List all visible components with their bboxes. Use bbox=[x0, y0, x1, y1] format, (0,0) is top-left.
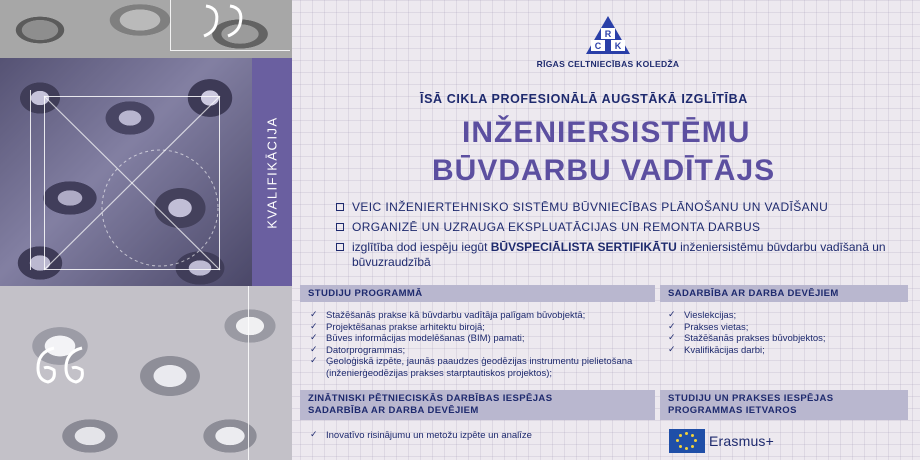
mobility-heading-line2: PROGRAMMAS IETVAROS bbox=[668, 405, 797, 416]
study-program-list bbox=[310, 310, 655, 380]
list-item: ✓ Vieslekcijas; bbox=[668, 310, 908, 322]
key-point bbox=[336, 240, 896, 270]
diagonal-lines bbox=[0, 58, 252, 286]
qualification-title-line2: BŪVDARBU VADĪTĀJS bbox=[432, 154, 776, 187]
erasmus-label: Erasmus+ bbox=[709, 433, 775, 449]
certificate-prefix: izglītība dod iespēju iegūt bbox=[352, 240, 491, 254]
list-item: ✓ Inovatīvo risinājumu un metožu izpēte un analīze bbox=[310, 430, 655, 442]
key-points-list bbox=[336, 200, 896, 275]
college-name: RĪGAS CELTNIECĪBAS KOLEDŽA bbox=[536, 59, 680, 69]
mobility-heading-line1: STUDIJU UN PRAKSES IESPĒJAS bbox=[668, 393, 834, 404]
key-point-text bbox=[352, 240, 896, 270]
research-heading bbox=[300, 390, 655, 420]
qualification-band bbox=[252, 58, 292, 286]
checkbox-square-icon bbox=[336, 223, 344, 231]
research-heading-line1: ZINĀTNISKI PĒTNIECISKĀS DARBĪBAS IESPĒJAS bbox=[308, 393, 553, 404]
frame-line-top bbox=[170, 50, 290, 51]
list-item: ✓ Būves informācijas modelēšanas (BIM) pamati; bbox=[310, 333, 655, 345]
employers-list bbox=[668, 310, 908, 356]
research-list bbox=[310, 430, 655, 442]
key-point bbox=[336, 200, 896, 215]
employers-heading-text: SADARBĪBA AR DARBA DEVĒJIEM bbox=[668, 288, 839, 299]
study-program-heading bbox=[300, 285, 655, 302]
employers-heading bbox=[660, 285, 908, 302]
list-item: ✓ Prakses vietas; bbox=[668, 322, 908, 334]
qualification-label: KVALIFIKĀCIJA bbox=[264, 115, 280, 229]
photo-collage bbox=[0, 0, 292, 460]
checkbox-square-icon bbox=[336, 243, 344, 251]
eu-flag-icon bbox=[669, 429, 705, 453]
study-program-heading-text: STUDIJU PROGRAMMĀ bbox=[308, 288, 423, 299]
logo-letter-r: R bbox=[604, 29, 612, 39]
list-item: ✓ Projektēšanas prakse arhitektu birojā; bbox=[310, 322, 655, 334]
logo-letter-c: C bbox=[594, 41, 602, 51]
list-item: ✓ Datorprogrammas; bbox=[310, 345, 655, 357]
qualification-title-line1: INŽENIERSISTĒMU bbox=[462, 116, 751, 149]
key-point bbox=[336, 220, 896, 235]
quote-close-icon bbox=[200, 2, 260, 42]
list-item: ✓ Kvalifikācijas darbi; bbox=[668, 345, 908, 357]
certificate-suffix: inženiersistēmu būvdarbu vadīšanā un būvuzraudzībā bbox=[352, 240, 886, 269]
checkbox-square-icon bbox=[336, 203, 344, 211]
frame-line-bottom bbox=[248, 286, 249, 460]
quote-open-icon bbox=[30, 344, 90, 388]
list-item: ✓ Stažēšanās prakse kā būvdarbu vadītāja palīgam būvobjektā; bbox=[310, 310, 655, 322]
frame-line-vert bbox=[170, 0, 171, 50]
research-heading-line2: SADARBĪBA AR DARBA DEVĒJIEM bbox=[308, 405, 479, 416]
logo-letter-k: K bbox=[614, 41, 622, 51]
program-level: ĪSĀ CIKLA PROFESIONĀLĀ AUGSTĀKĀ IZGLĪTĪBA bbox=[420, 92, 748, 106]
list-item: ✓ Stažēšanās prakses būvobjektos; bbox=[668, 333, 908, 345]
certificate-name: BŪVSPECIĀLISTA SERTIFIKĀTU bbox=[490, 240, 677, 254]
list-item: ✓ Ģeoloģiskā izpēte, jaunās paaudzes ģeodēzijas instrumentu pielietošana (inženierģeodēzijas prakses starptautiskos projektos); bbox=[310, 356, 655, 379]
key-point-text: ORGANIZĒ UN UZRAUGA EKSPLUATĀCIJAS UN REMONTA DARBUS bbox=[352, 220, 761, 234]
erasmus-logo bbox=[669, 429, 774, 453]
key-point-text: VEIC INŽENIERTEHNISKO SISTĒMU BŪVNIECĪBAS PLĀNOŠANU UN VADĪŠANU bbox=[352, 200, 829, 214]
college-logo bbox=[583, 14, 633, 56]
mobility-heading bbox=[660, 390, 908, 420]
